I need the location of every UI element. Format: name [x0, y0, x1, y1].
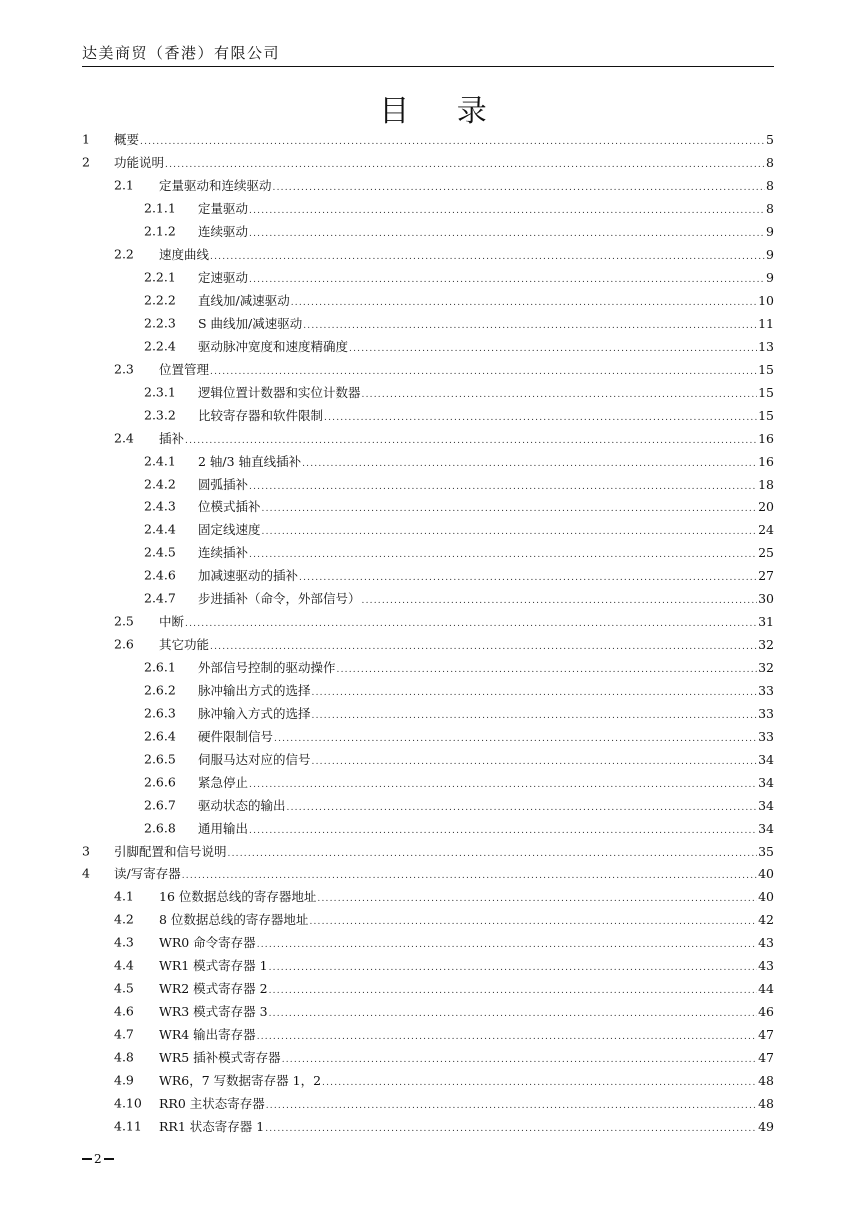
toc-entry-body [198, 543, 774, 561]
toc-dot-leader [185, 436, 757, 446]
toc-dot-leader [322, 1078, 757, 1088]
toc-entry-title[interactable]: 驱动脉冲宽度和速度精确度 [198, 338, 349, 354]
toc-entry[interactable] [82, 862, 774, 885]
toc-dot-leader [273, 183, 766, 193]
toc-dot-leader [269, 1009, 757, 1019]
toc-dot-leader [312, 757, 758, 767]
toc-entry-page: 33 [758, 728, 774, 744]
toc-entry[interactable] [82, 312, 774, 335]
toc-dot-leader [287, 803, 758, 813]
toc-entry-number: 2.6.8 [144, 820, 176, 836]
toc-entry-body [198, 796, 774, 814]
toc-entry-number: 3 [82, 843, 90, 859]
toc-entry-number: 4.3 [114, 934, 134, 950]
page-number: 2 [94, 1152, 102, 1166]
toc-entry-title[interactable]: WR3 模式寄存器 3 [159, 1004, 268, 1020]
toc-dot-leader [249, 482, 757, 492]
toc-entry[interactable] [82, 610, 774, 633]
toc-entry-page: 47 [758, 1027, 774, 1043]
toc-entry[interactable] [82, 174, 774, 197]
toc-entry-page: 34 [758, 797, 774, 813]
toc-entry-page: 8 [766, 201, 774, 217]
toc-entry-number: 2.6.4 [144, 728, 176, 744]
toc-entry-number: 2.4.2 [144, 476, 176, 492]
toc-entry-number: 2.6 [114, 636, 134, 652]
toc-entry-body [159, 887, 774, 905]
toc-entry[interactable] [82, 724, 774, 747]
toc-entry[interactable] [82, 1114, 774, 1137]
toc-entry-body [198, 704, 774, 722]
toc-entry-body [159, 1071, 774, 1089]
toc-entry-body [114, 130, 774, 148]
toc-entry[interactable] [82, 243, 774, 266]
toc-entry[interactable] [82, 334, 774, 357]
toc-entry-body [159, 1002, 774, 1020]
toc-entry-title[interactable]: RR1 状态寄存器 1 [159, 1118, 265, 1134]
toc-entry-number: 2.4.1 [144, 453, 176, 469]
toc-entry-title[interactable]: WR4 输出寄存器 [159, 1027, 256, 1043]
toc-entry-body [198, 199, 774, 217]
toc-entry-title[interactable]: 引脚配置和信号说明 [114, 843, 227, 859]
toc-entry[interactable] [82, 977, 774, 1000]
toc-entry-title[interactable]: 通用输出 [198, 820, 249, 836]
toc-entry-body [198, 337, 774, 355]
toc-entry[interactable] [82, 449, 774, 472]
toc-entry-number: 2.2.1 [144, 269, 176, 285]
toc-entry-page: 49 [758, 1118, 774, 1134]
toc-entry-title[interactable]: 2 轴/3 轴直线插补 [198, 453, 302, 469]
toc-entry-title[interactable]: 速度曲线 [159, 247, 210, 263]
toc-entry[interactable] [82, 701, 774, 724]
toc-entry-body [159, 635, 774, 653]
toc-entry-page: 16 [758, 453, 774, 469]
toc-entry-title[interactable]: 定速驱动 [198, 270, 249, 286]
toc-entry-number: 1 [82, 131, 90, 147]
toc-entry-title[interactable]: 逻辑位置计数器和实位计数器 [198, 384, 361, 400]
toc-entry-body [159, 1025, 774, 1043]
toc-dot-leader [249, 275, 765, 285]
toc-entry-number: 2.1.1 [144, 200, 176, 216]
toc-entry-body [198, 566, 774, 584]
toc-entry-number: 2.1 [114, 177, 134, 193]
toc-entry-number: 4.5 [114, 980, 134, 996]
toc-entry-body [159, 910, 774, 928]
table-of-contents [82, 128, 774, 1137]
toc-entry-page: 13 [758, 338, 774, 354]
toc-entry-page: 11 [758, 315, 774, 331]
toc-entry[interactable] [82, 1046, 774, 1069]
toc-entry-title[interactable]: 连续驱动 [198, 224, 249, 240]
toc-entry-title[interactable]: S 曲线加/减速驱动 [198, 315, 303, 331]
toc-entry-title[interactable]: WR6，7 写数据寄存器 1，2 [159, 1072, 322, 1088]
toc-dot-leader [337, 665, 758, 675]
toc-entry[interactable] [82, 839, 774, 862]
toc-entry-number: 4.7 [114, 1026, 134, 1042]
toc-entry-title[interactable]: 紧急停止 [198, 774, 249, 790]
toc-dot-leader [262, 504, 758, 514]
toc-dot-leader [140, 137, 765, 147]
toc-entry-body [198, 383, 774, 401]
toc-entry-number: 2.4.7 [144, 590, 176, 606]
toc-entry-title[interactable]: WR1 模式寄存器 1 [159, 958, 268, 974]
toc-entry-number: 2.2.2 [144, 292, 176, 308]
toc-entry-body [198, 452, 774, 470]
toc-entry[interactable] [82, 357, 774, 380]
toc-entry[interactable] [82, 1023, 774, 1046]
toc-entry[interactable] [82, 472, 774, 495]
toc-entry-number: 2.2.4 [144, 338, 176, 354]
toc-entry-body [198, 727, 774, 745]
toc-entry-title[interactable]: 中断 [159, 614, 185, 630]
toc-entry[interactable] [82, 518, 774, 541]
toc-entry-body [159, 245, 774, 263]
toc-entry-body [159, 360, 774, 378]
toc-dot-leader [257, 940, 757, 950]
toc-entry-body [198, 658, 774, 676]
toc-entry[interactable] [82, 220, 774, 243]
toc-dot-leader [302, 459, 757, 469]
toc-entry[interactable] [82, 679, 774, 702]
toc-entry-body [198, 291, 774, 309]
toc-dot-leader [265, 1124, 757, 1134]
toc-entry-title[interactable]: 8 位数据总线的寄存器地址 [159, 912, 309, 928]
toc-entry-page: 5 [766, 132, 774, 148]
toc-entry-title[interactable]: 伺服马达对应的信号 [198, 751, 311, 767]
toc-entry-page: 18 [758, 476, 774, 492]
toc-entry-page: 46 [758, 1004, 774, 1020]
toc-entry-title[interactable]: 加减速驱动的插补 [198, 568, 299, 584]
toc-entry-body [198, 406, 774, 424]
toc-entry[interactable] [82, 564, 774, 587]
toc-entry[interactable] [82, 587, 774, 610]
toc-dot-leader [269, 986, 757, 996]
toc-entry-title[interactable]: 外部信号控制的驱动操作 [198, 660, 336, 676]
toc-dot-leader [249, 229, 765, 239]
toc-entry-body [198, 222, 774, 240]
toc-dot-leader [266, 1101, 757, 1111]
toc-entry-body [114, 153, 774, 171]
toc-dot-leader [185, 619, 757, 629]
toc-entry-number: 2.4.6 [144, 567, 176, 583]
toc-entry[interactable] [82, 1091, 774, 1114]
toc-entry-number: 2.4.4 [144, 521, 176, 537]
toc-entry-body [159, 956, 774, 974]
toc-entry-body [198, 268, 774, 286]
toc-entry-number: 2.4 [114, 430, 134, 446]
toc-entry-page: 10 [758, 293, 774, 309]
toc-entry-title[interactable]: 读/写寄存器 [114, 866, 181, 882]
toc-entry[interactable] [82, 1068, 774, 1091]
toc-entry-number: 2.5 [114, 613, 134, 629]
toc-entry-number: 4.6 [114, 1003, 134, 1019]
toc-entry-page: 48 [758, 1095, 774, 1111]
toc-entry-number: 4.2 [114, 911, 134, 927]
toc-entry[interactable] [82, 908, 774, 931]
toc-entry-body [198, 497, 774, 515]
toc-dot-leader [210, 367, 757, 377]
toc-dot-leader [312, 711, 758, 721]
toc-entry-number: 2.4.3 [144, 498, 176, 514]
toc-entry-title[interactable]: 直线加/减速驱动 [198, 293, 290, 309]
toc-dot-leader [210, 252, 765, 262]
toc-entry-title[interactable]: 概要 [114, 132, 140, 148]
toc-entry-title[interactable]: 定量驱动和连续驱动 [159, 178, 272, 194]
toc-entry-title[interactable]: 功能说明 [114, 155, 165, 171]
toc-dot-leader [262, 527, 758, 537]
toc-entry-page: 8 [766, 178, 774, 194]
toc-entry-title[interactable]: WR5 插补模式寄存器 [159, 1049, 281, 1065]
toc-entry-page: 9 [766, 247, 774, 263]
footer-dash-right [104, 1158, 114, 1160]
toc-entry-body [198, 520, 774, 538]
toc-entry-number: 2.6.5 [144, 751, 176, 767]
toc-dot-leader [282, 1055, 757, 1065]
toc-entry[interactable] [82, 128, 774, 151]
toc-entry-title[interactable]: 脉冲输入方式的选择 [198, 705, 311, 721]
toc-entry[interactable] [82, 426, 774, 449]
toc-entry-number: 2.6.3 [144, 705, 176, 721]
toc-entry-number: 4.4 [114, 957, 134, 973]
toc-dot-leader [257, 1032, 757, 1042]
toc-entry-body [198, 314, 774, 332]
toc-dot-leader [182, 871, 757, 881]
toc-entry-number: 2.6.7 [144, 797, 176, 813]
toc-entry-page: 9 [766, 270, 774, 286]
toc-entry-title[interactable]: RR0 主状态寄存器 [159, 1095, 265, 1111]
toc-dot-leader [228, 849, 758, 859]
toc-entry-page: 20 [758, 499, 774, 515]
toc-dot-leader [299, 573, 757, 583]
toc-entry-title[interactable]: 插补 [159, 430, 185, 446]
toc-entry-number: 2.3.2 [144, 407, 176, 423]
toc-entry-title[interactable]: 驱动状态的输出 [198, 797, 286, 813]
toc-entry-body [114, 864, 774, 882]
toc-entry-page: 47 [758, 1049, 774, 1065]
footer-dash-left [82, 1158, 92, 1160]
toc-entry[interactable] [82, 885, 774, 908]
toc-entry-page: 40 [758, 866, 774, 882]
toc-dot-leader [317, 894, 757, 904]
toc-entry-page: 33 [758, 705, 774, 721]
toc-entry[interactable] [82, 656, 774, 679]
toc-entry-number: 4.1 [114, 888, 134, 904]
toc-entry-title[interactable]: 位置管理 [159, 361, 210, 377]
toc-entry-number: 2.6.6 [144, 774, 176, 790]
toc-dot-leader [249, 550, 757, 560]
toc-dot-leader [349, 344, 757, 354]
toc-entry-number: 4.9 [114, 1072, 134, 1088]
toc-entry[interactable] [82, 633, 774, 656]
toc-entry-number: 2 [82, 154, 90, 170]
toc-entry-body [159, 176, 774, 194]
toc-entry[interactable] [82, 931, 774, 954]
toc-entry[interactable] [82, 747, 774, 770]
toc-entry[interactable] [82, 816, 774, 839]
toc-entry-number: 2.2 [114, 246, 134, 262]
toc-entry-title[interactable]: WR2 模式寄存器 2 [159, 981, 268, 997]
toc-entry-page: 15 [758, 407, 774, 423]
toc-dot-leader [249, 780, 757, 790]
toc-entry-page: 16 [758, 430, 774, 446]
toc-entry-number: 4.8 [114, 1049, 134, 1065]
toc-entry-page: 43 [758, 958, 774, 974]
toc-entry-body [198, 475, 774, 493]
document-header-company: 达美商贸（香港）有限公司 [82, 44, 281, 62]
toc-entry-title[interactable]: WR0 命令寄存器 [159, 935, 256, 951]
toc-dot-leader [249, 826, 757, 836]
toc-entry-body [159, 429, 774, 447]
toc-entry[interactable] [82, 954, 774, 977]
toc-entry-title[interactable]: 固定线速度 [198, 522, 261, 538]
toc-dot-leader [309, 917, 757, 927]
toc-entry-page: 25 [758, 545, 774, 561]
toc-dot-leader [362, 390, 758, 400]
page-title: 目 录 [379, 94, 489, 129]
toc-entry-page: 24 [758, 522, 774, 538]
toc-entry[interactable] [82, 403, 774, 426]
toc-entry-page: 8 [766, 155, 774, 171]
toc-entry-page: 30 [758, 591, 774, 607]
toc-entry-page: 9 [766, 224, 774, 240]
toc-entry-number: 2.4.5 [144, 544, 176, 560]
toc-dot-leader [312, 688, 758, 698]
toc-entry-number: 2.1.2 [144, 223, 176, 239]
toc-entry-title[interactable]: 脉冲输出方式的选择 [198, 682, 311, 698]
toc-entry-page: 15 [758, 361, 774, 377]
toc-entry-page: 15 [758, 384, 774, 400]
toc-entry[interactable] [82, 770, 774, 793]
toc-entry-body [159, 1117, 774, 1135]
toc-entry-page: 40 [758, 889, 774, 905]
toc-entry[interactable] [82, 541, 774, 564]
toc-dot-leader [165, 160, 765, 170]
toc-entry-title[interactable]: 定量驱动 [198, 201, 249, 217]
toc-dot-leader [210, 642, 757, 652]
toc-entry-page: 35 [758, 843, 774, 859]
toc-entry-page: 44 [758, 981, 774, 997]
toc-entry[interactable] [82, 197, 774, 220]
toc-entry-body [198, 773, 774, 791]
toc-entry-body [159, 612, 774, 630]
toc-dot-leader [249, 206, 765, 216]
toc-entry-title[interactable]: 其它功能 [159, 637, 210, 653]
toc-dot-leader [269, 963, 757, 973]
toc-entry-number: 2.6.1 [144, 659, 176, 675]
toc-entry-body [159, 1048, 774, 1066]
toc-entry-page: 34 [758, 774, 774, 790]
toc-entry-number: 2.2.3 [144, 315, 176, 331]
toc-entry-body [198, 819, 774, 837]
toc-entry-number: 4.10 [114, 1095, 142, 1111]
toc-entry-title[interactable]: 16 位数据总线的寄存器地址 [159, 889, 317, 905]
toc-entry-page: 34 [758, 751, 774, 767]
toc-entry[interactable] [82, 495, 774, 518]
toc-entry-body [159, 979, 774, 997]
header-divider [82, 66, 774, 67]
toc-entry-page: 32 [758, 637, 774, 653]
toc-entry-title[interactable]: 连续插补 [198, 545, 249, 561]
toc-entry-page: 27 [758, 568, 774, 584]
toc-entry-title[interactable]: 圆弧插补 [198, 476, 249, 492]
toc-entry-title[interactable]: 比较寄存器和软件限制 [198, 407, 324, 423]
toc-entry[interactable] [82, 793, 774, 816]
toc-entry[interactable] [82, 151, 774, 174]
toc-entry-number: 2.3.1 [144, 384, 176, 400]
toc-entry[interactable] [82, 380, 774, 403]
toc-entry-page: 42 [758, 912, 774, 928]
toc-entry-body [114, 842, 774, 860]
toc-dot-leader [362, 596, 758, 606]
toc-entry-body [198, 750, 774, 768]
toc-entry-title[interactable]: 硬件限制信号 [198, 728, 274, 744]
toc-entry-page: 32 [758, 660, 774, 676]
toc-entry-page: 33 [758, 682, 774, 698]
page-footer [82, 1152, 114, 1166]
toc-entry-title[interactable]: 位模式插补 [198, 499, 261, 515]
toc-entry[interactable] [82, 1000, 774, 1023]
toc-entry-body [159, 1094, 774, 1112]
toc-entry-number: 2.6.2 [144, 682, 176, 698]
toc-dot-leader [324, 413, 757, 423]
toc-entry-body [198, 589, 774, 607]
toc-entry-page: 34 [758, 820, 774, 836]
toc-entry-number: 2.3 [114, 361, 134, 377]
toc-dot-leader [291, 298, 757, 308]
toc-entry-page: 43 [758, 935, 774, 951]
toc-entry-page: 48 [758, 1072, 774, 1088]
toc-entry-title[interactable]: 步进插补（命令，外部信号） [198, 591, 361, 607]
toc-entry-body [198, 681, 774, 699]
toc-dot-leader [303, 321, 757, 331]
toc-entry[interactable] [82, 266, 774, 289]
toc-entry-page: 31 [758, 614, 774, 630]
toc-entry-body [159, 933, 774, 951]
toc-entry[interactable] [82, 289, 774, 312]
toc-entry-number: 4 [82, 865, 90, 881]
toc-dot-leader [274, 734, 757, 744]
toc-entry-number: 4.11 [114, 1118, 142, 1134]
